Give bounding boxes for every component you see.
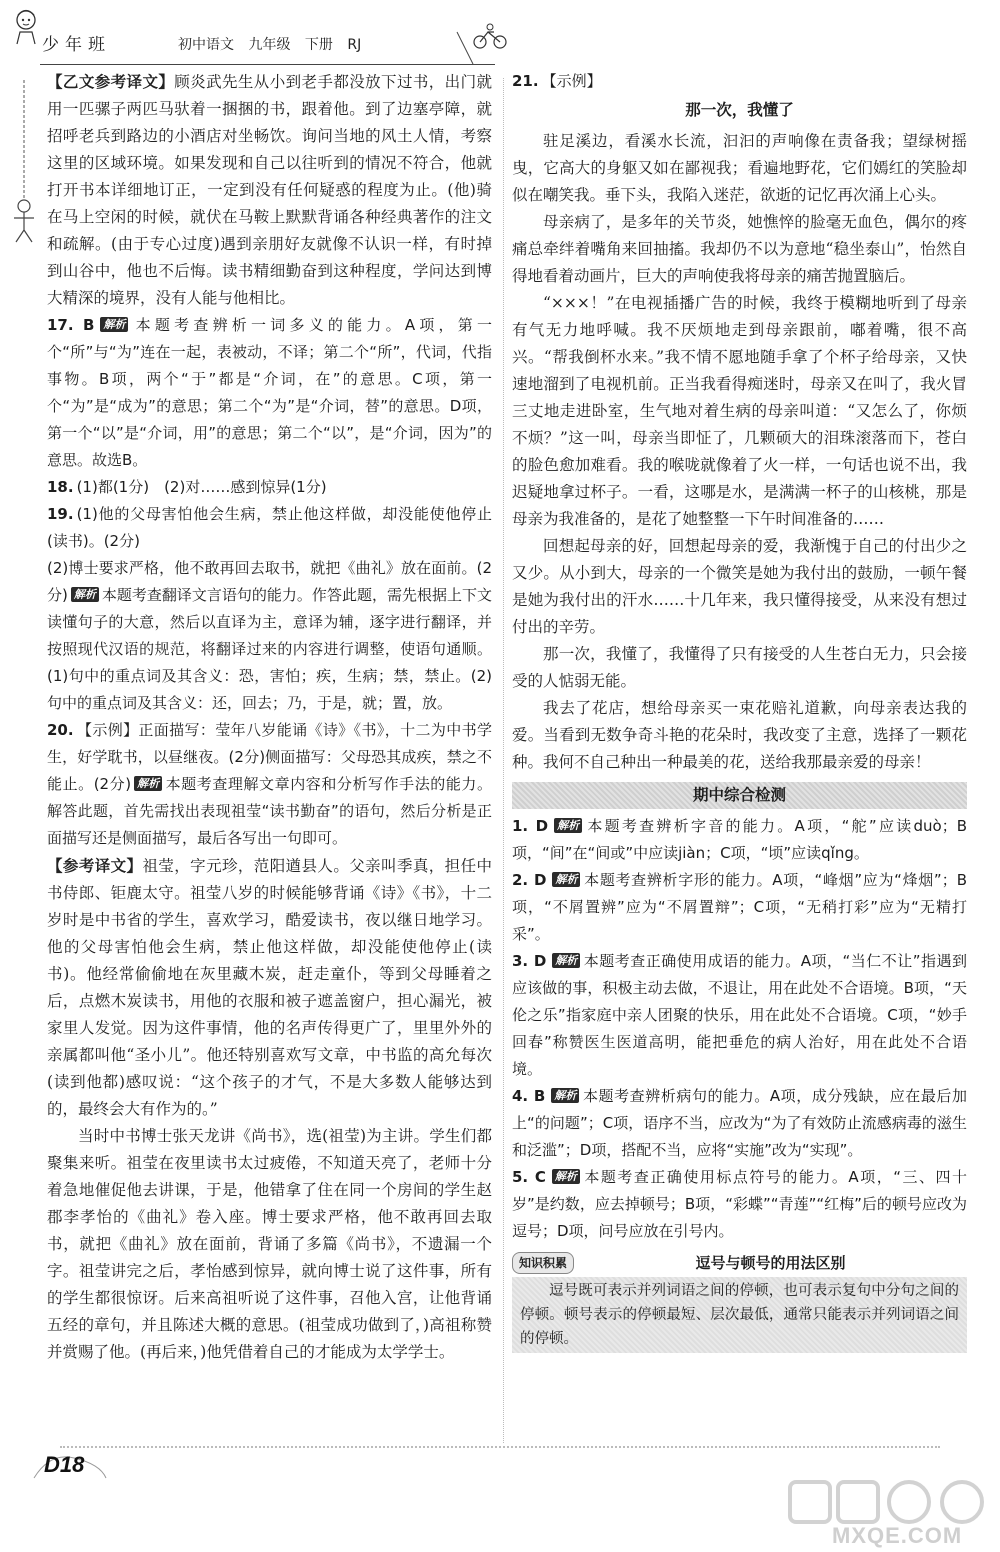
- footer-rule: [60, 1446, 940, 1448]
- answer-19-cont: [47, 555, 492, 717]
- knowledge-header: [512, 1251, 967, 1275]
- answer-20: [47, 717, 492, 852]
- analysis-tag: 解析: [71, 587, 99, 602]
- column-divider: [503, 78, 504, 1443]
- answer-21-label: 【示例】: [541, 72, 602, 90]
- header-rule: [40, 64, 495, 65]
- item-number: 5. C: [512, 1168, 546, 1186]
- essay-paragraph: “×××！”在电视插播广告的时候，我终于模糊地听到了母亲有气无力地呼喊。我不厌烦地走到母亲跟前，嘟着嘴，很不高兴。“帮我倒杯水来。”我不情不愿地随手拿了个杯子给母亲，又快速地溜到了电视机前。正当我看得痴迷时，母亲又在叫了，我火冒三丈地走进卧室，生气地对着生病的母亲叫道：“又怎么了，你烦不烦？”这一叫，母亲当即怔了，几颗硕大的泪珠滚落而下，苍白的脸色愈加难看。我的喉咙就像着了火一样，一句话也说不出，我迟疑地拿过杯子。一看，这哪是水，是满满一杯子的山核桃，那是母亲为我准备的，是花了她整整一下午时间准备的……: [512, 294, 967, 528]
- knowledge-title: 逗号与顿号的用法区别: [695, 1253, 846, 1272]
- answer-18: [47, 474, 492, 501]
- answer-19-part2: (2)博士要求严格，他不敢再回去取书，就把《曲礼》放在面前。(2分): [47, 559, 492, 604]
- analysis-tag: 解析: [552, 872, 580, 887]
- answer-19-number: 19.: [47, 505, 74, 523]
- item-text: 本题考查辨析字音的能力。A项，“舵”应读duò；B项，“间”在“间或”中应读jiàn；C项，“顷”应读qǐng。: [512, 817, 967, 862]
- bicycle-doodle-icon: [470, 22, 510, 52]
- essay-paragraph: 我去了花店，想给母亲买一束花赔礼道歉，向母亲表达我的爱。当看到无数争奇斗艳的花朵时，我改变了主意，选择了一颗花种。我何不自己种出一种最美的花，送给我那最亲爱的母亲！: [512, 699, 967, 771]
- answer-19: [47, 501, 492, 555]
- right-column: [512, 68, 967, 1353]
- knowledge-tag: 知识积累: [512, 1252, 574, 1274]
- cankao-tag: 【参考译文】: [47, 856, 143, 875]
- answer-21: [512, 68, 967, 95]
- yiwen-translation: [47, 68, 492, 312]
- item-number: 1. D: [512, 817, 549, 835]
- answer-17: [47, 312, 492, 474]
- analysis-tag: 解析: [554, 818, 582, 833]
- answer-20-number: 20.: [47, 721, 74, 739]
- essay-paragraph: 那一次，我懂了，我懂得了只有接受的人生苍白无力，只会接受的人惦弱无能。: [512, 645, 967, 690]
- answer-19-part1: (1)他的父母害怕他会生病，禁止他这样做，却没能使他停止(读书)。(2分): [47, 505, 492, 550]
- answer-item: [512, 867, 967, 948]
- answer-20-analysis: 本题考查理解文章内容和分析写作手法的能力。解答此题，首先需找出表现祖莹“读书勤奋”的语句，然后分析是正面描写还是侧面描写，最后各写出一句即可。: [47, 775, 492, 847]
- cankao-translation-2: 当时中书博士张天龙讲《尚书》，选(祖莹)为主讲。学生们都聚集来听。祖莹在夜里读书太过疲倦，不知道天亮了，老师十分着急地催促他去讲课，于是，他错拿了住在同一个房间的学生赵郡李孝怡的《曲礼》卷入座。博士要求严格，他不敢再回去取书，就把《曲礼》放在面前，背诵了多篇《尚书》，不遗漏一个字。祖莹讲完之后，孝怡感到惊异，就向博士说了这件事，所有的学生都很惊讶。后来高祖听说了这件事，召他入宫，让他背诵五经的章句，并且陈述大概的意思。(祖莹成功做到了，)高祖称赞并赏赐了他。(再后来，)他凭借着自己的才能成为太学学士。: [47, 1127, 492, 1361]
- essay-paragraph: 母亲病了，是多年的关节炎，她憔悴的脸毫无血色，偶尔的疼痛总牵绊着嘴角来回抽搐。我却仍不以为意地“稳坐泰山”，怡然自得地看着动画片，巨大的声响使我将母亲的痛苦抛置脑后。: [512, 213, 967, 285]
- knowledge-box: 逗号既可表示并列词语之间的停顿，也可表示复句中分句之间的停顿。顿号表示的停顿最短、层次最低，通常只能表示并列词语之间的停顿。: [512, 1277, 967, 1353]
- cankao-text-1: 祖莹，字元珍，范阳遒县人。父亲叫季真，担任中书侍郎、钜鹿太守。祖莹八岁的时候能够背诵《诗》《书》，十二岁时是中书省的学生，喜欢学习，酷爱读书，夜以继日地学习。他的父母害怕他会生病，禁止他这样做，却没能使他停止(读书)。他经常偷偷地在灰里藏木炭，赶走童仆，等到父母睡着之后，点燃木炭读书，用他的衣服和被子遮盖窗户，担心漏光，被家里人发觉。因为这件事情，他的名声传得更广了，里里外外的亲属都叫他“圣小儿”。他还特别喜欢写文章，中书监的高允每次(读到他都)感叹说：“这个孩子的才气，不是大多数人能够达到的，最终会大有作为的。”: [47, 857, 492, 1118]
- item-number: 3. D: [512, 952, 547, 970]
- page-number: D18: [44, 1452, 85, 1477]
- answer-item: [512, 948, 967, 1083]
- essay-title: 那一次，我懂了: [685, 101, 794, 119]
- student-doodle-icon: [8, 6, 44, 46]
- analysis-tag: 解析: [100, 317, 128, 332]
- yiwen-tag: 【乙文参考译文】: [47, 72, 175, 91]
- answer-19-analysis: 本题考查翻译文言语句的能力。作答此题，需先根据上下文读懂句子的大意，然后以直译为主，意译为辅，逐字进行翻译，并按照现代汉语的规范，将翻译过来的内容进行调整，使语句通顺。(1)句中的重点词及其含义：恐，害怕；疾，生病；禁，禁止。(2)句中的重点词及其含义：还，回去；乃，于是，就；置，放。: [47, 586, 492, 712]
- answer-21-number: 21.: [512, 72, 539, 90]
- answer-item: [512, 813, 967, 867]
- yiwen-text: 顾炎武先生从小到老手都没放下过书，出门就用一匹骡子两匹马驮着一捆捆的书，跟着他。到了边塞亭障，就招呼老兵到路边的小酒店对坐畅饮。询问当地的风土人情，考察这里的区域环境。如果发现和自己以往听到的情况不符合，他就打开书本详细地订正，一定到没有任何疑惑的程度为止。(他)骑在马上空闲的时候，就伏在马鞍上默默背诵各种经典著作的注文和疏解。(由于专心过度)遇到亲朋好友就像不认识一样，有时掉到山谷中，他也不后悔。读书精细勤奋到这种程度，学问达到博大精深的境界，没有人能与他相比。: [47, 73, 492, 307]
- item-text: 本题考查辨析病句的能力。A项，成分残缺，应在最后加上“的问题”；C项，语序不当，应改为“为了有效防止流感病毒的滋生和泛滥”；D项，搭配不当，应将“实施”改为“实现”。: [512, 1087, 968, 1159]
- essay-paragraph: 驻足溪边，看溪水长流，汩汩的声响像在责备我；望绿树摇曳，它高大的身躯又如在鄙视我；看遍地野花，它们嫣红的笑脸却似在嘲笑我。垂下头，我陷入迷茫，欲逝的记忆再次涌上心头。: [512, 132, 967, 204]
- answer-17-number: 17. B: [47, 316, 95, 334]
- analysis-tag: 解析: [552, 1169, 580, 1184]
- analysis-tag: 解析: [552, 953, 580, 968]
- answer-17-text: 本题考查辨析一词多义的能力。A项，第一个“所”与“为”连在一起，表被动，不译；第二个“所”，代词，代指事物。B项，两个“于”都是“介词，在”的意思。C项，第一个“为”是“成为”的意思；第二个“为”是“介词，替”的意思。D项，第一个“以”是“介词，用”的意思；第二个“以”，是“介词，因为”的意思。故选B。: [47, 316, 492, 469]
- answer-20-example: 【示例】正面描写：莹年八岁能诵《诗》《书》，十二为中书学生，好学耽书，以昼继夜。(2分)侧面描写：父母恐其成疾，禁之不能止。(2分): [47, 721, 492, 793]
- analysis-tag: 解析: [134, 776, 162, 791]
- answer-item: [512, 1164, 967, 1245]
- watermark-text: MXQE.COM: [832, 1523, 963, 1548]
- answer-item: [512, 1083, 967, 1164]
- item-text: 本题考查辨析字形的能力。A项，“峰烟”应为“烽烟”；B项，“不屑置辨”应为“不屑置辩”；C项，“无稍打彩”应为“无精打采”。: [512, 871, 967, 943]
- answer-18-number: 18.: [47, 478, 74, 496]
- series-brand: 少年班: [42, 35, 111, 55]
- book-info: 初中语文 九年级 下册 RJ: [178, 37, 362, 53]
- answer-18-text: (1)都(1分) (2)对……感到惊异(1分): [76, 478, 327, 496]
- page-header: [0, 0, 1000, 64]
- hanging-figure-doodle-icon: [6, 80, 42, 250]
- item-text: 本题考查正确使用标点符号的能力。A项，“三、四十岁”是约数，应去掉顿号；B项，“彩蝶”“青莲”“红梅”后的顿号应改为逗号；D项，问号应放在引号内。: [512, 1168, 967, 1240]
- cankao-translation: [47, 852, 492, 1123]
- section-title: 期中综合检测: [512, 782, 967, 809]
- item-number: 4. B: [512, 1087, 546, 1105]
- essay-paragraph: 回想起母亲的好，回想起母亲的爱，我渐愧于自己的付出少之又少。从小到大，母亲的一个微笑是她为我付出的鼓励，一顿午餐是她为我付出的汗水……十几年来，我只懂得接受，从来没有想过付出的辛劳。: [512, 537, 967, 636]
- item-number: 2. D: [512, 871, 547, 889]
- left-column: [47, 68, 492, 1366]
- item-text: 本题考查正确使用成语的能力。A项，“当仁不让”指遇到应该做的事，积极主动去做，不退让，用在此处不合语境。B项，“天伦之乐”指家庭中亲人团聚的快乐，用在此处不合语境。C项，“妙手回春”称赞医生医道高明，能把垂危的病人治好，用在此处不合语境。: [512, 952, 967, 1078]
- analysis-tag: 解析: [551, 1088, 579, 1103]
